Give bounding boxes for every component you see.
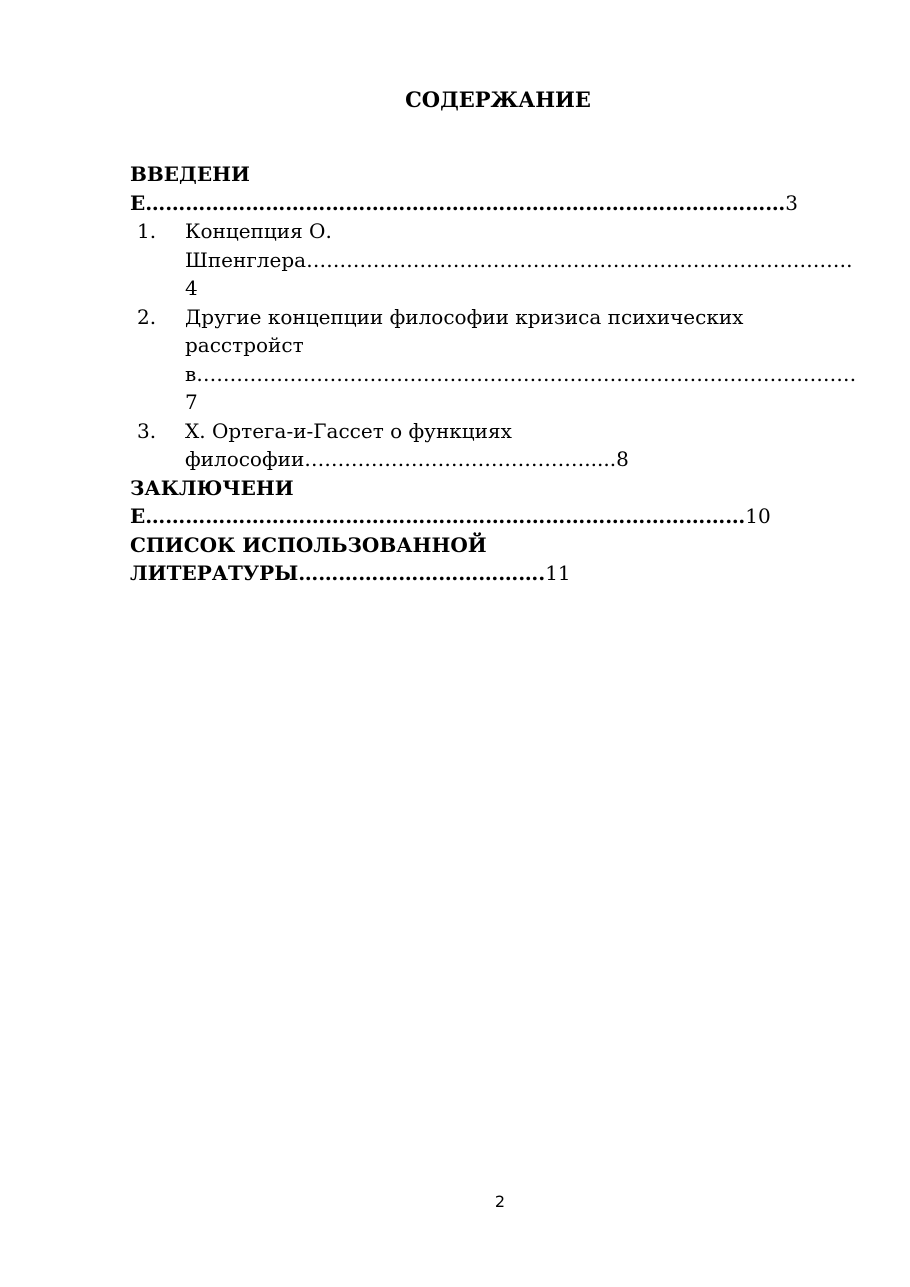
toc-entry-text: Концепция О. Шпенглера……………………………………………………………………….4: [185, 219, 853, 300]
toc-entry-conclusion: [130, 474, 865, 531]
list-number: 1.: [137, 219, 157, 243]
toc-entry-item-3: [130, 417, 865, 474]
toc-entry-label: СПИСОК ИСПОЛЬЗОВАННОЙ ЛИТЕРАТУРЫ……………………………….: [130, 532, 546, 585]
toc-entry-text: Другие концепции философии кризиса психических расстройств………………………………………………………………………………………7: [185, 304, 857, 414]
toc-entry-page-number: 11: [545, 561, 571, 585]
toc-entry-label: ВВЕДЕНИЕ……………………………………………………………………………………: [130, 162, 786, 215]
page-title: СОДЕРЖАНИЕ: [405, 87, 591, 112]
list-number: 2.: [137, 304, 157, 329]
table-of-contents: [130, 160, 865, 588]
footer-page-number: 2: [494, 1192, 506, 1211]
toc-entry-text: Х. Ортега-и-Гассет о функциях философии…………………………………….....8: [185, 418, 629, 471]
toc-entry-page-number: 3: [785, 190, 798, 215]
toc-entry-page-number: 10: [745, 504, 771, 528]
toc-entry-item-2: [130, 303, 865, 417]
toc-entry-label: ЗАКЛЮЧЕНИЕ………………………………………………………………………………: [130, 475, 746, 528]
toc-entry-item-1: [130, 217, 865, 303]
list-number: 3.: [137, 418, 157, 443]
toc-entry-introduction: [130, 160, 865, 217]
toc-entry-references: [130, 531, 865, 588]
